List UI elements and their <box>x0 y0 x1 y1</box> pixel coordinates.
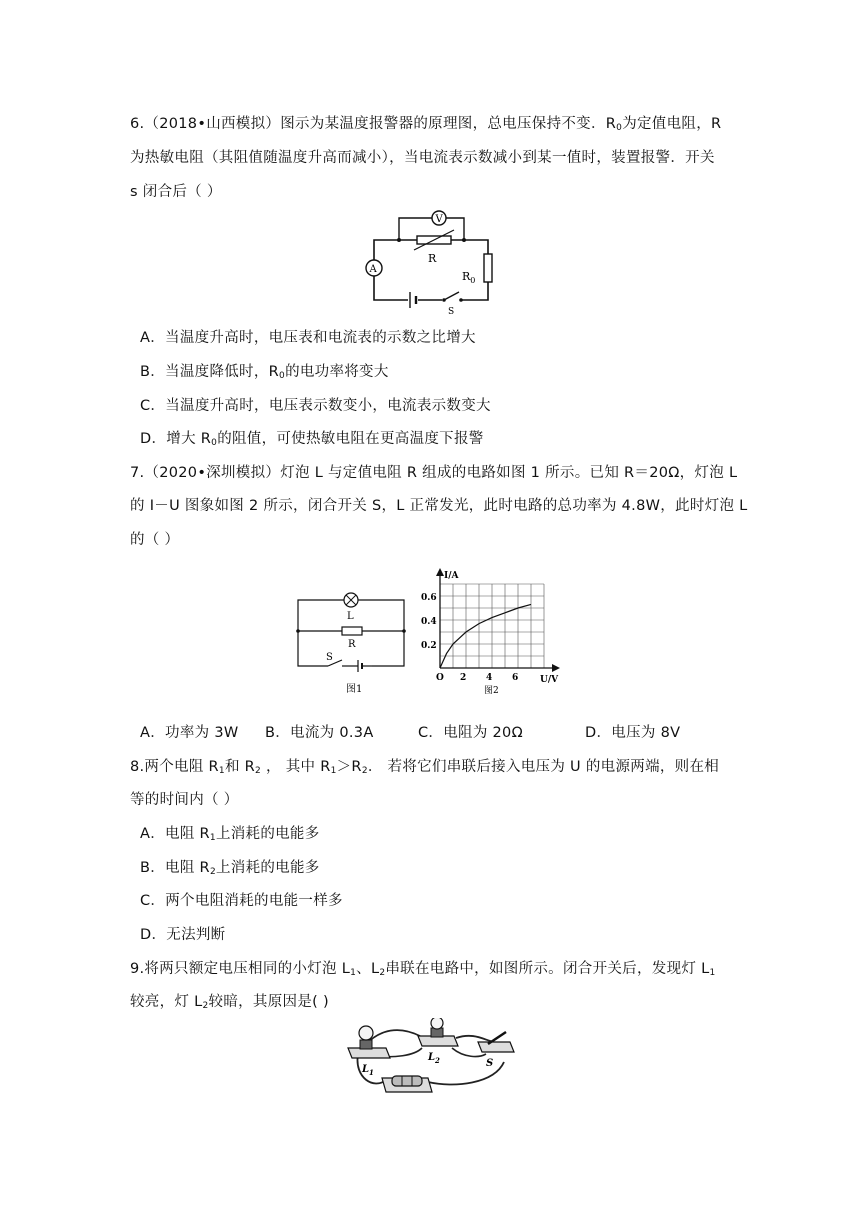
y-tick-label: 0.4 <box>421 617 437 627</box>
q8-option-a: A．电阻 $R_1$上消耗的电能多 <box>140 826 320 843</box>
ammeter-label: A <box>369 264 377 275</box>
lamp-label: L <box>347 611 354 622</box>
q7-line1: 7.（2020•深圳模拟）灯泡 L 与定值电阻 R 组成的电路如图 1 所示。已知 R＝20Ω，灯泡 L <box>130 465 738 481</box>
battery-icon <box>392 1076 422 1086</box>
switch-base-icon <box>478 1042 514 1052</box>
q6-line3: s 闭合后（ ） <box>130 184 222 200</box>
q9-line1: 9.将两只额定电压相同的小灯泡 $L_1$、$L_2$串联在电路中，如图所示。闭合开关后，发现灯 $L_1$ <box>130 961 716 978</box>
iv-curve <box>440 604 531 668</box>
q8-option-d: D．无法判断 <box>140 927 226 943</box>
q8-line2: 等的时间内（ ） <box>130 792 239 808</box>
x-axis-label: U/V <box>540 675 559 685</box>
lamp1-bulb-icon <box>359 1026 373 1040</box>
y-tick-label: 0.6 <box>421 593 437 603</box>
y-tick-label: 0.2 <box>421 641 437 651</box>
switch-label: S <box>486 1058 494 1069</box>
q7-line2: 的 I－U 图象如图 2 所示，闭合开关 S，L 正常发光，此时电路的总功率为 4.8W，此时灯泡 L <box>130 498 748 514</box>
resistor-icon <box>342 627 362 635</box>
q6-option-a: A．当温度升高时，电压表和电流表的示数之比增大 <box>140 330 476 346</box>
fig2-caption: 图2 <box>484 686 499 696</box>
q6-circuit-diagram <box>362 208 498 316</box>
q7-fig2-iv-graph <box>418 566 568 700</box>
resistor-r0-icon <box>484 254 492 282</box>
q6-option-d: D．增大 $R_0$的阻值，可使热敏电阻在更高温度下报警 <box>140 431 484 448</box>
x-tick-label: 2 <box>460 673 467 683</box>
q6-option-c: C．当温度升高时，电压表示数变小，电流表示数变大 <box>140 398 491 414</box>
lamp2-bulb-icon <box>431 1018 443 1029</box>
q9-line2: 较亮，灯 $L_2$较暗，其原因是( ) <box>130 994 329 1011</box>
q8-option-c: C．两个电阻消耗的电能一样多 <box>140 893 343 909</box>
q8-line1: 8.两个电阻 $R_1$和 $R_2$ ， 其中 $R_1>R_2$． 若将它们串联后接入电压为 U 的电源两端，则在相 <box>130 759 720 776</box>
x-tick-label: 6 <box>512 673 519 683</box>
q9-physical-circuit <box>344 1018 516 1104</box>
q7-option-d: D．电压为 8V <box>585 725 681 741</box>
q7-line3: 的（ ） <box>130 532 180 548</box>
q6-line1: 6.（2018•山西模拟）图示为某温度报警器的原理图，总电压保持不变．$R_0$为定值电阻，R <box>130 116 722 133</box>
q7-fig1-circuit <box>290 588 414 698</box>
q6-line2: 为热敏电阻（其阻值随温度升高而减小），当电流表示数减小到某一值时，装置报警．开关 <box>130 150 715 166</box>
resistor-r0-label: $R_0$ <box>462 270 476 285</box>
y-axis-label: I/A <box>444 571 459 581</box>
switch-label: S <box>448 307 455 316</box>
q7-option-a: A．功率为 3W <box>140 725 239 741</box>
lamp2-label: $L_2$ <box>428 1052 440 1065</box>
lamp1-label: $L_1$ <box>362 1064 374 1077</box>
switch-label: S <box>326 652 333 663</box>
thermistor-label: R <box>428 252 437 265</box>
resistor-label: R <box>348 639 356 650</box>
origin-label: O <box>436 673 444 683</box>
q8-option-b: B．电阻 $R_2$上消耗的电能多 <box>140 860 320 877</box>
voltmeter-label: V <box>435 214 443 225</box>
q6-option-b: B．当温度降低时，$R_0$的电功率将变大 <box>140 364 389 381</box>
fig1-caption: 图1 <box>346 684 363 695</box>
q7-option-c: C．电阻为 20Ω <box>418 725 523 741</box>
q7-option-b: B．电流为 0.3A <box>265 725 374 741</box>
x-tick-label: 4 <box>486 673 493 683</box>
